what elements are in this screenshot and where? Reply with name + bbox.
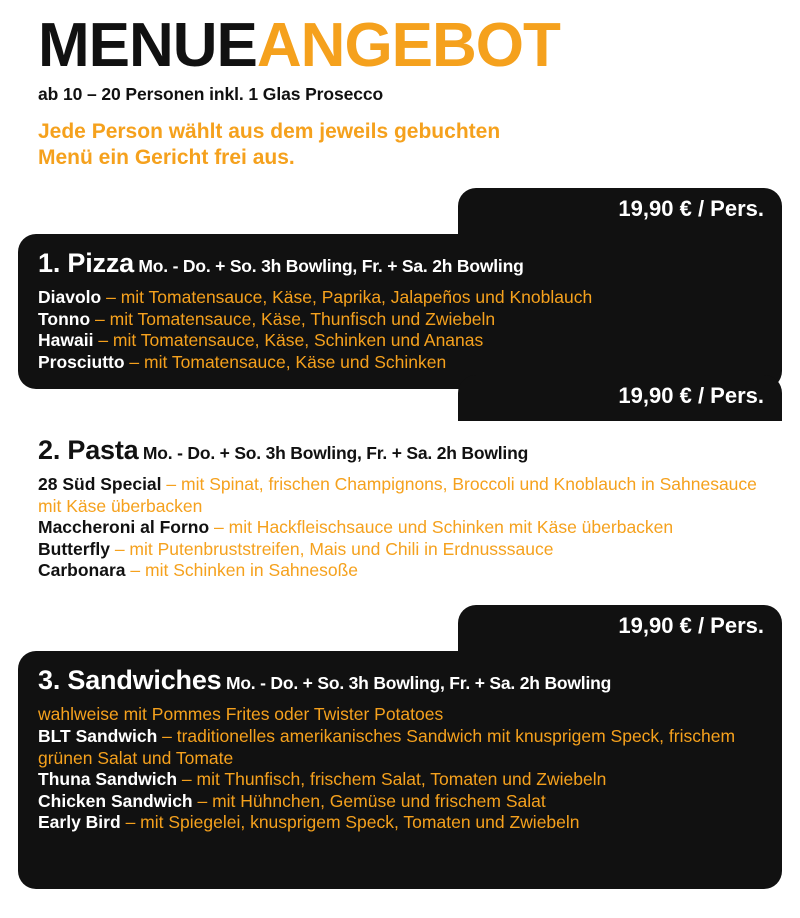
menu-item bbox=[38, 812, 762, 834]
menu-item-desc: – mit Tomatensauce, Käse, Thunfisch und Zwiebeln bbox=[95, 308, 496, 329]
title-part-dark: MENUE bbox=[38, 11, 257, 80]
menu-item-name: Diavolo bbox=[38, 287, 102, 307]
price-label bbox=[618, 196, 764, 222]
section-heading bbox=[38, 435, 762, 466]
section-heading bbox=[38, 248, 762, 279]
menu-item bbox=[38, 769, 762, 791]
menu-item-desc: – mit Thunfisch, frischem Salat, Tomaten und Zwiebeln bbox=[181, 769, 607, 789]
title-part-accent: ANGEBOT bbox=[256, 11, 560, 80]
menu-item-name: Butterfly bbox=[38, 538, 110, 559]
menu-item-name: Hawaii bbox=[38, 330, 94, 350]
menu-item-name: Thuna Sandwich bbox=[38, 769, 178, 789]
menu-item bbox=[38, 560, 762, 582]
price-label bbox=[618, 383, 764, 409]
section-title: 2. Pasta bbox=[38, 435, 139, 465]
price-bar bbox=[18, 605, 782, 651]
menu-item-desc: – mit Hackfleischsauce und Schinken mit Käse überbacken bbox=[214, 517, 674, 537]
header bbox=[38, 11, 778, 171]
menu-item-desc: – traditionelles amerikanisches Sandwich mit knusprigem Speck, frischem grünen Salat und Tomate bbox=[38, 726, 736, 768]
menu-item bbox=[38, 474, 762, 517]
price-bar bbox=[18, 375, 782, 421]
section-note: wahlweise mit Pommes Frites oder Twister Potatoes bbox=[38, 704, 444, 724]
menu-item-desc: – mit Spiegelei, knusprigem Speck, Tomaten und Zwiebeln bbox=[125, 812, 580, 832]
menu-item-name: Early Bird bbox=[38, 812, 121, 832]
menu-item-name: Prosciutto bbox=[38, 351, 125, 372]
section-body bbox=[18, 421, 782, 598]
price-value: 19,90 € bbox=[618, 613, 692, 638]
menu-item-desc: – mit Tomatensauce, Käse, Paprika, Jalapeños und Knoblauch bbox=[106, 287, 593, 307]
menu-item-name: BLT Sandwich bbox=[38, 726, 158, 746]
header-intro-line-2: Menü ein Gericht frei aus. bbox=[38, 146, 295, 169]
menu-item bbox=[38, 287, 762, 309]
menu-item bbox=[38, 517, 762, 539]
menu-item-name: 28 Süd Special bbox=[38, 474, 162, 494]
section-meta: Mo. - Do. + So. 3h Bowling, Fr. + Sa. 2h Bowling bbox=[138, 256, 524, 276]
header-intro-line-1: Jede Person wählt aus dem jeweils gebuchten bbox=[38, 120, 501, 143]
menu-section-pasta bbox=[18, 375, 782, 598]
menu-item-name: Tonno bbox=[38, 308, 91, 329]
page-title bbox=[38, 11, 778, 80]
header-intro bbox=[38, 119, 778, 171]
menu-section-sandwiches bbox=[18, 605, 782, 889]
section-body bbox=[18, 234, 782, 389]
menu-item bbox=[38, 309, 762, 331]
section-body bbox=[18, 651, 782, 889]
menu-section-pizza bbox=[18, 188, 782, 389]
menu-item bbox=[38, 539, 762, 561]
header-subtitle: ab 10 – 20 Personen inkl. 1 Glas Prosecco bbox=[38, 84, 384, 104]
menu-item bbox=[38, 330, 762, 352]
menu-item-desc: – mit Schinken in Sahnesoße bbox=[130, 560, 359, 580]
menu-item bbox=[38, 352, 762, 374]
section-meta: Mo. - Do. + So. 3h Bowling, Fr. + Sa. 2h Bowling bbox=[142, 443, 529, 463]
price-unit: / Pers. bbox=[697, 196, 764, 221]
menu-item-name: Carbonara bbox=[38, 560, 126, 580]
menu-item-desc: – mit Tomatensauce, Käse, Schinken und Ananas bbox=[98, 330, 484, 350]
menu-item-desc: – mit Hühnchen, Gemüse und frischem Salat bbox=[197, 790, 546, 811]
menu-item bbox=[38, 726, 762, 769]
section-title: 3. Sandwiches bbox=[38, 665, 222, 695]
price-label bbox=[618, 613, 764, 639]
section-meta: Mo. - Do. + So. 3h Bowling, Fr. + Sa. 2h Bowling bbox=[225, 673, 612, 693]
menu-item-desc: – mit Tomatensauce, Käse und Schinken bbox=[129, 351, 447, 372]
menu-item-desc: – mit Spinat, frischen Champignons, Broccoli und Knoblauch in Sahnesauce mit Käse überbacken bbox=[38, 474, 757, 516]
price-bar bbox=[18, 188, 782, 234]
section-title: 1. Pizza bbox=[38, 248, 134, 278]
section-heading bbox=[38, 665, 762, 696]
price-unit: / Pers. bbox=[697, 613, 764, 638]
menu-item-desc: – mit Putenbruststreifen, Mais und Chili in Erdnusssauce bbox=[114, 538, 554, 559]
menu-item bbox=[38, 791, 762, 813]
price-unit: / Pers. bbox=[697, 383, 764, 408]
price-value: 19,90 € bbox=[618, 383, 692, 408]
price-value: 19,90 € bbox=[618, 196, 692, 221]
menu-item-name: Chicken Sandwich bbox=[38, 790, 193, 811]
menu-item-name: Maccheroni al Forno bbox=[38, 517, 210, 537]
